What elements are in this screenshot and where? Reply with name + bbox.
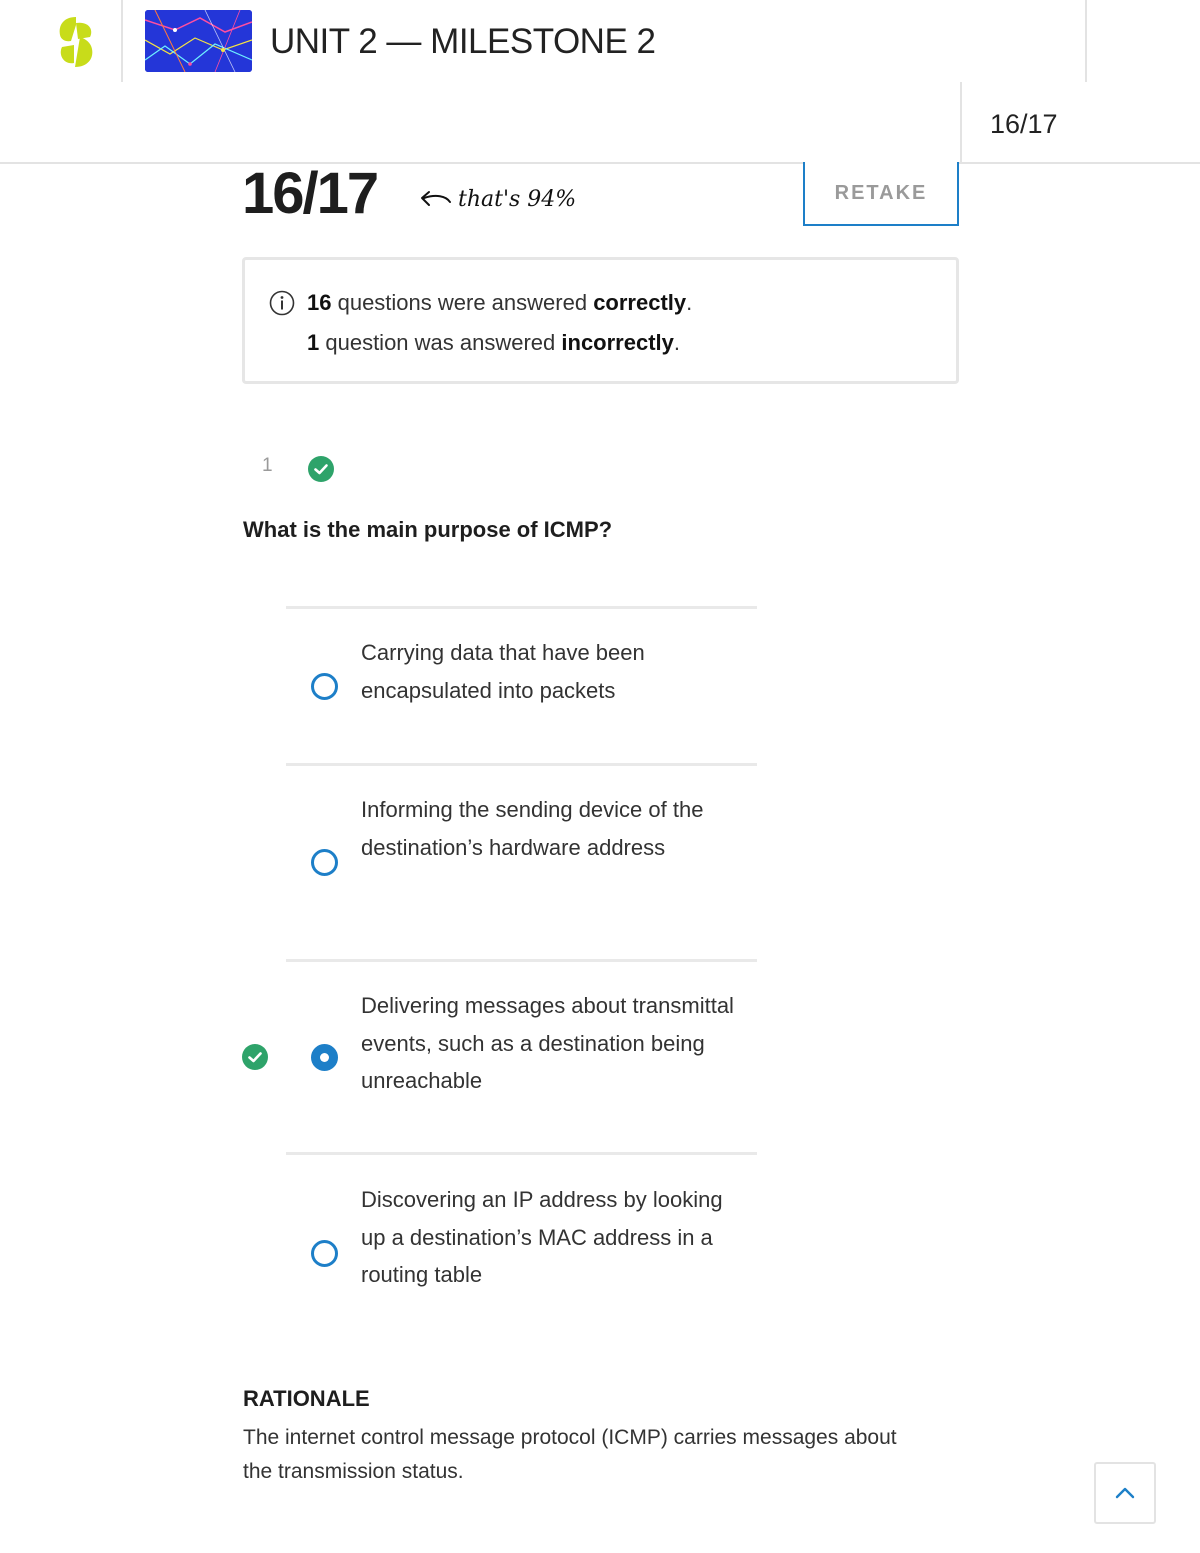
correct-end: .	[686, 290, 693, 315]
correct-mid-text: questions were answered	[331, 290, 594, 315]
correct-word: correctly	[593, 290, 687, 315]
option-radio[interactable]	[311, 849, 338, 876]
course-thumbnail	[145, 10, 252, 72]
header-divider	[121, 0, 123, 82]
option-text: Carrying data that have been encapsulated into packets	[361, 640, 645, 703]
correct-summary	[307, 290, 692, 316]
option-divider	[286, 763, 757, 766]
rationale-text: The internet control message protocol (ICMP) carries messages about the transmission status.	[243, 1426, 897, 1483]
incorrect-end: .	[673, 330, 681, 355]
incorrect-count: 1	[307, 330, 320, 355]
question-text: What is the main purpose of ICMP?	[243, 517, 613, 542]
score-note-text: that's 94%	[458, 186, 577, 212]
page-title: UNIT 2 — MILESTONE 2	[270, 22, 656, 61]
question-number: 1	[262, 455, 273, 476]
option-text: Discovering an IP address by looking up a destination’s MAC address in a routing table	[361, 1187, 723, 1287]
option-divider	[286, 1152, 757, 1155]
incorrect-summary	[307, 330, 680, 356]
option-text: Delivering messages about transmittal events, such as a destination being unreachable	[361, 993, 734, 1093]
correct-count: 16	[307, 290, 332, 315]
option-radio-selected[interactable]	[311, 1044, 338, 1071]
header-score: 16/17	[990, 109, 1058, 139]
score-value: 16/17	[242, 161, 378, 226]
rationale-heading: RATIONALE	[243, 1386, 370, 1411]
option-radio[interactable]	[311, 1240, 338, 1267]
subbar-divider	[960, 82, 962, 164]
option-divider	[286, 959, 757, 962]
header-right-divider	[1085, 0, 1087, 82]
score-percentage-note	[418, 184, 576, 214]
option-text: Informing the sending device of the destination’s hardware address	[361, 797, 704, 860]
incorrect-word: incorrectly	[561, 330, 674, 355]
chevron-up-icon	[1114, 1486, 1136, 1500]
results-summary	[242, 257, 959, 384]
correct-answer-check-icon	[242, 1044, 268, 1070]
info-circle-icon	[269, 290, 295, 316]
back-to-top-button[interactable]	[1094, 1462, 1156, 1524]
correct-check-icon	[308, 456, 334, 482]
sophia-logo-icon[interactable]	[54, 15, 98, 69]
curved-arrow-left-icon	[418, 188, 452, 210]
option-divider	[286, 606, 757, 609]
subbar-bottom-border	[0, 162, 1200, 164]
retake-button[interactable]: RETAKE	[803, 162, 959, 226]
incorrect-mid-text: question was answered	[319, 330, 562, 355]
option-radio[interactable]	[311, 673, 338, 700]
